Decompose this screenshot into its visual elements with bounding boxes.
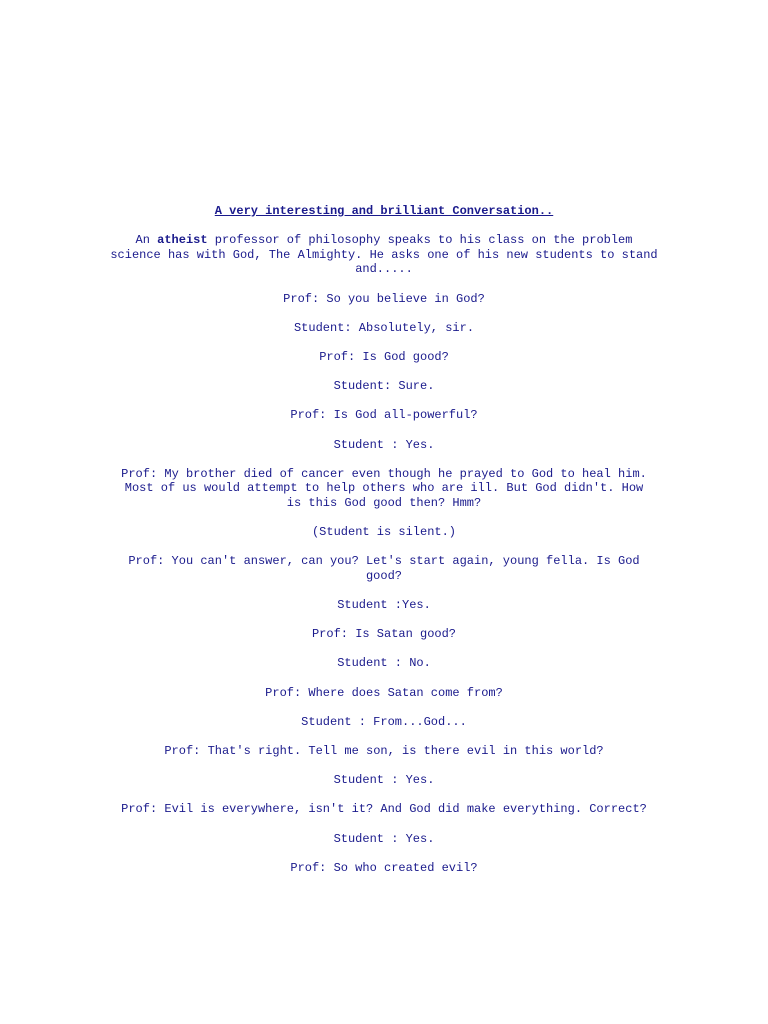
- intro-text-end: professor of philosophy speaks to his class on the problem science has with God, The Almighty. He asks one of his new students to stand and.....: [110, 233, 658, 277]
- dialogue-line: Student : Yes.: [333, 437, 435, 452]
- dialogue-line: is this God good then? Hmm?: [286, 495, 482, 510]
- dialogue-line: Student: Absolutely, sir.: [293, 320, 475, 335]
- dialogue-line: Student : Yes.: [333, 773, 435, 788]
- intro-bold-word: atheist: [157, 233, 208, 248]
- dialogue-line: Prof: Is God all-powerful?: [290, 408, 478, 423]
- intro-paragraph: [110, 233, 658, 277]
- dialogue-line: Prof: Evil is everywhere, isn't it? And God did make everything. Correct?: [121, 802, 647, 817]
- dialogue-line: Prof: That's right. Tell me son, is there evil in this world?: [164, 743, 604, 758]
- dialogue-line: Student : Yes.: [333, 831, 435, 846]
- dialogue-line: (Student is silent.): [311, 525, 457, 540]
- dialogue-line: Student : No.: [337, 656, 431, 671]
- dialogue-line: Prof: Is Satan good?: [311, 627, 457, 642]
- dialogue-line: Student: Sure.: [333, 379, 435, 394]
- dialogue-line: Prof: You can't answer, can you? Let's start again, young fella. Is God good?: [128, 554, 640, 583]
- dialogue-paragraph: [110, 467, 658, 511]
- dialogue-line: Student : From...God...: [301, 714, 467, 729]
- dialogue-line: Prof: Is God good?: [319, 349, 449, 364]
- document-title: A very interesting and brilliant Conversation..: [214, 204, 554, 218]
- dialogue-line: Prof: So who created evil?: [290, 860, 478, 875]
- dialogue-line: Student :Yes.: [337, 598, 431, 613]
- document-body: [110, 204, 658, 890]
- dialogue-line: Prof: Where does Satan come from?: [265, 685, 503, 700]
- dialogue-line: Prof: My brother died of cancer even though he prayed to God to heal him. Most of us would attempt to help others who are ill. But God didn't. How: [121, 466, 647, 496]
- dialogue-line: Prof: So you believe in God?: [283, 291, 485, 306]
- intro-text-start: An: [135, 233, 158, 248]
